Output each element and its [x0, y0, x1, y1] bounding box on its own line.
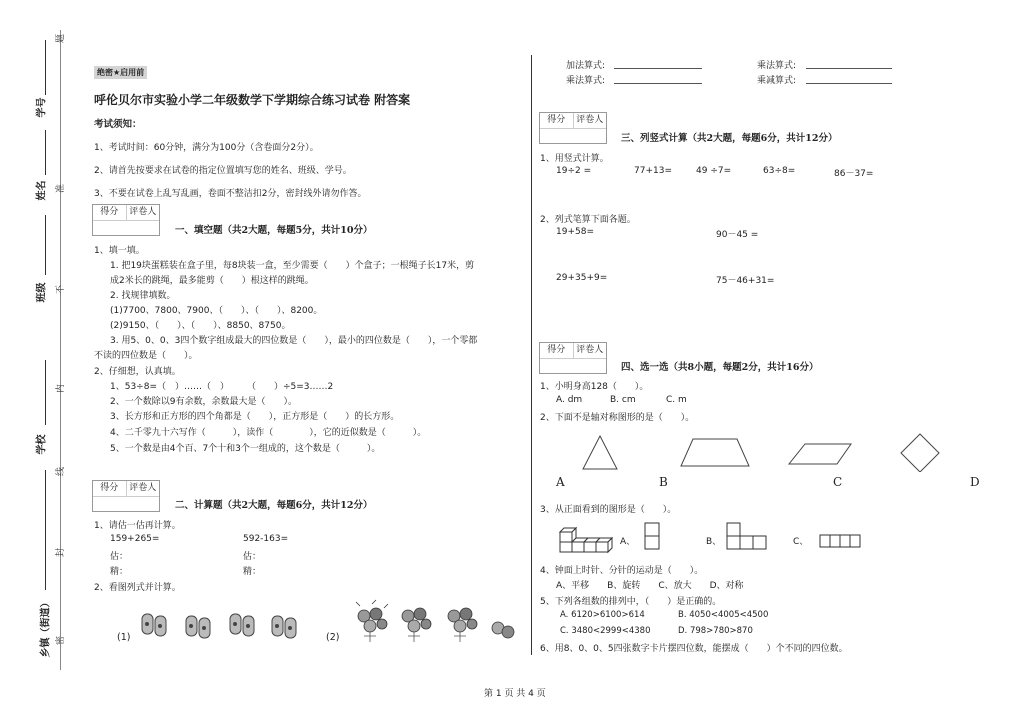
s3-q2: 2、列式笔算下面各题。 — [540, 215, 636, 225]
picture-label: (2) — [326, 632, 340, 643]
answer-line — [806, 68, 892, 69]
s4-q3-option: B、 — [706, 537, 722, 547]
page-number: 第 1 页 共 4 页 — [484, 689, 546, 699]
s4-q3: 3、从正面看到的图形是（ ）。 — [540, 505, 677, 515]
s3-expr: 19+58= — [556, 227, 594, 237]
s1-line: (2)9150、（ ）、（ ）、8850、8750。 — [110, 321, 291, 331]
section2-title: 二、计算题（共2大题，每题6分，共计12分） — [175, 500, 373, 511]
s2-exact: 精： — [243, 567, 262, 577]
option-c-figure — [818, 533, 864, 551]
s3-expr: 77+13= — [634, 166, 672, 176]
s2-q2: 2、看图列式并计算。 — [94, 583, 181, 593]
margin-field-line — [45, 130, 46, 175]
shape-label: A — [556, 475, 565, 489]
formula-muladd-label: 乘减算式: — [757, 76, 797, 86]
class-label: 班级 — [36, 282, 48, 303]
section4-title: 四、选一选（共8小题，每题2分，共计16分） — [621, 362, 819, 373]
grader-label: 评卷人 — [129, 483, 157, 493]
s2-expr: 159+265= — [110, 534, 160, 544]
seal-char: 内 — [56, 383, 67, 394]
s4-option: A. dm — [556, 395, 583, 405]
s1-line: (1)7700、7800、7900、（ ）、（ ）、8200。 — [110, 306, 323, 316]
s4-q5-option: D. 798>780>870 — [678, 626, 753, 636]
s1-line: 2、仔细想，认真填。 — [94, 367, 181, 377]
s1-line: 3. 用5、0、0、3四个数字组成最大的四位数是（ ），最小的四位数是（ ），一个零都 — [110, 336, 478, 346]
notice-item: 3、不要在试卷上乱写乱画，卷面不整洁扣2分，密封线外请勿作答。 — [94, 189, 367, 199]
score-box — [539, 112, 607, 144]
s4-q5-option: B. 4050<4005<4500 — [678, 610, 769, 620]
s4-q4: 4、钟面上时针、分针的运动是（ ）。 — [540, 566, 704, 576]
margin-field-line — [45, 360, 46, 425]
score-label: 得分 — [93, 481, 127, 496]
option-b-figure — [725, 521, 771, 553]
s2-q1: 1、请估一估再计算。 — [94, 521, 181, 531]
s4-q6: 6、用8、0、0、5四张数字卡片摆四位数，能摆成（ ）个不同的四位数。 — [540, 644, 848, 654]
section3-title: 三、列竖式计算（共2大题，每题6分，共计12分） — [621, 133, 838, 144]
s3-expr: 90－45 = — [716, 230, 759, 240]
name-label: 姓名 — [36, 180, 48, 201]
s4-q4-options: A、平移 B、旋转 C、放大 D、对称 — [556, 581, 744, 591]
score-label: 得分 — [540, 343, 574, 358]
s3-expr: 75－46+31= — [716, 276, 775, 286]
s3-expr: 63÷8= — [763, 166, 796, 176]
s1-line: 1. 把19块蛋糕装在盒子里，每8块装一盒，至少需要（ ）个盒子；一根绳子长17米，剪 — [110, 261, 475, 271]
answer-line — [614, 83, 702, 84]
seal-char: 封 — [56, 547, 67, 558]
s4-q3-option: C、 — [793, 537, 809, 547]
score-box — [92, 480, 160, 512]
score-box — [539, 342, 607, 374]
s3-expr: 49 ÷7= — [696, 166, 732, 176]
notice-item: 2、请首先按要求在试卷的指定位置填写您的姓名、班级、学号。 — [94, 166, 352, 176]
section1-title: 一、填空题（共2大题，每题5分，共计10分） — [175, 225, 373, 236]
s2-estimate: 估： — [243, 552, 262, 562]
s3-q1: 1、用竖式计算。 — [540, 154, 609, 164]
seal-char: 准 — [56, 183, 67, 194]
formula-add-label: 加法算式: — [566, 61, 606, 71]
s1-line: 4、二千零九十六写作（ ），读作（ ），它的近似数是（ ）。 — [110, 428, 427, 438]
answer-line — [806, 83, 892, 84]
s2-exact: 精： — [110, 567, 129, 577]
s4-q3-option: A、 — [620, 537, 636, 547]
notice-heading: 考试须知： — [94, 119, 142, 130]
notice-item: 1、考试时间：60分钟，满分为100分（含卷面分2分）。 — [94, 143, 319, 153]
margin-field-line — [45, 215, 46, 275]
exam-title: 呼伦贝尔市实验小学二年级数学下学期综合练习试卷 附答案 — [94, 93, 411, 107]
formula-mul-label: 乘法算式: — [566, 76, 606, 86]
s4-q5-option: A. 6120>6100>614 — [560, 610, 645, 620]
margin-line — [60, 30, 61, 670]
answer-line — [614, 68, 702, 69]
seal-char: 题 — [56, 33, 67, 44]
s1-line: 成2米长的跳绳，最多能剪（ ）根这样的跳绳。 — [110, 276, 314, 286]
s1-line: 不读的四位数是（ ）。 — [94, 351, 198, 361]
shape-label: D — [970, 475, 980, 489]
shapes-figure — [575, 432, 945, 472]
s4-q1: 1、小明身高128（ ）。 — [540, 382, 649, 392]
grader-label: 评卷人 — [129, 207, 157, 217]
column-divider — [531, 55, 532, 655]
seal-char: 线 — [56, 466, 67, 477]
s3-expr: 29+35+9= — [556, 273, 608, 283]
score-box — [92, 204, 160, 236]
grader-label: 评卷人 — [576, 345, 604, 355]
school-label: 学校 — [36, 434, 48, 455]
picture-label: (1) — [117, 632, 131, 643]
student-id-label: 学号 — [36, 97, 48, 118]
town-label: 乡镇（街道） — [40, 597, 52, 658]
s4-option: B. cm — [610, 395, 636, 405]
seal-char: 不 — [56, 284, 67, 295]
shape-label: B — [659, 475, 668, 489]
s1-line: 3、长方形和正方形的四个角都是（ ），正方形是（ ）的长方形。 — [110, 412, 400, 422]
confidential-stamp: 绝密★启用前 — [94, 66, 147, 79]
margin-field-line — [45, 40, 46, 95]
grader-label: 评卷人 — [576, 115, 604, 125]
s1-line: 2、一个数除以9有余数，余数最大是（ ）。 — [110, 397, 297, 407]
s4-q5: 5、下列各组数的排列中，（ ）是正确的。 — [540, 597, 722, 607]
s1-line: 1、填一填。 — [94, 246, 145, 256]
s1-line: 1、53÷8=（ ）……（ ） （ ）÷5=3……2 — [110, 382, 334, 392]
score-label: 得分 — [93, 205, 127, 220]
s1-line: 5、一个数是由4个百、7个十和3个一组成的，这个数是（ ）。 — [110, 444, 381, 454]
seal-char: 密 — [56, 635, 67, 646]
s3-expr: 86－37= — [834, 169, 874, 179]
s4-option: C. m — [666, 395, 687, 405]
cubes-figure — [556, 520, 616, 556]
s2-expr: 592-163= — [243, 534, 289, 544]
option-a-figure — [643, 521, 663, 553]
s4-q5-option: C. 3480<2999<4380 — [560, 626, 651, 636]
s3-expr: 19÷2 = — [556, 166, 592, 176]
s4-q2: 2、下面不是轴对称图形的是（ ）。 — [540, 413, 695, 423]
flowers-picture — [350, 598, 525, 648]
formula-mul-label: 乘法算式: — [757, 61, 797, 71]
mittens-picture — [138, 608, 308, 644]
s1-line: 2. 找规律填数。 — [110, 291, 176, 301]
score-label: 得分 — [540, 113, 574, 128]
margin-field-line — [45, 470, 46, 590]
s2-estimate: 估： — [110, 552, 129, 562]
shape-label: C — [833, 475, 843, 489]
